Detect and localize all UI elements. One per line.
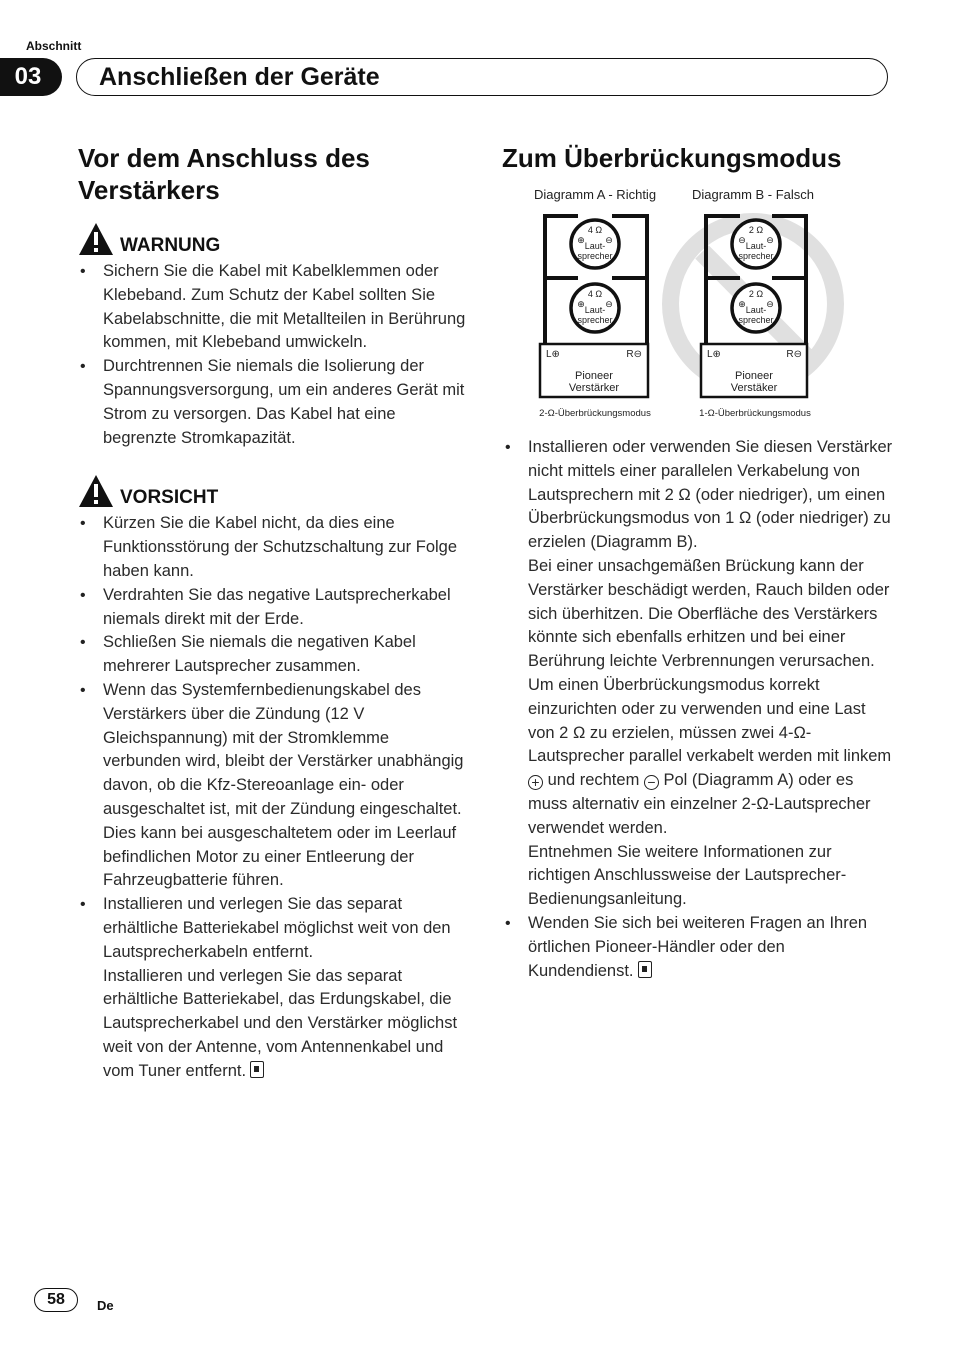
page-number: 58 xyxy=(34,1288,78,1312)
right-heading: Zum Überbrückungsmodus xyxy=(502,143,842,173)
list-item: • Verdrahten Sie das negative Lautsprecherkabel niemals direkt mit der Erde. xyxy=(78,584,468,632)
speaker-label: sprecher xyxy=(577,251,613,261)
language-code: De xyxy=(97,1298,114,1313)
paragraph: Entnehmen Sie weitere Informationen zur richtigen Anschlussweise der Lautsprecher-Bedienungsanleitung. xyxy=(528,842,847,909)
paragraph xyxy=(528,674,893,841)
amp-label: Verstärker xyxy=(568,382,620,394)
speaker-ohm: 4 Ω xyxy=(587,225,603,235)
amp-label: Pioneer xyxy=(575,370,613,382)
warning-header xyxy=(78,222,468,256)
right-text xyxy=(503,436,893,983)
list-item: • Durchtrennen Sie niemals die Isolierung der Spannungsversorgung, um ein anderes Gerät mit Strom zu versorgen. Das Kabel hat eine begrenzte Stromkapazität. xyxy=(78,355,468,450)
minus-terminal: ⊖ xyxy=(605,235,613,245)
list-item: • Schließen Sie niemals die negativen Kabel mehrerer Lautsprecher zusammen. xyxy=(78,631,468,679)
warning-title: WARNUNG xyxy=(120,235,221,256)
speaker-ohm: 2 Ω xyxy=(748,289,764,299)
text-run: Ω (oder niedriger), um einen Überbrückungsmodus von 1 xyxy=(528,485,886,528)
plus-terminal: ⊕ xyxy=(738,299,746,309)
text-run: Ω (oder niedriger) zu erzielen (Diagramm B). xyxy=(528,509,891,552)
text-run: und rechtem xyxy=(547,771,640,790)
bridging-list xyxy=(503,436,893,983)
diagram-a-title: Diagramm A - Richtig xyxy=(533,187,657,202)
section-title xyxy=(76,58,888,96)
text-run: Pol (Diagramm A) oder es muss alternativ ein einzelner 2-Ω-Lautsprecher verwendet werden. xyxy=(528,771,871,837)
minus-circle-icon: − xyxy=(644,775,659,790)
speaker-label: sprecher xyxy=(577,315,613,325)
speaker-label: sprecher xyxy=(738,251,774,261)
end-mark-icon xyxy=(638,961,652,978)
caution-header xyxy=(78,474,468,508)
plus-terminal: ⊕ xyxy=(577,235,585,245)
bridging-diagram xyxy=(530,182,860,424)
paragraph xyxy=(528,436,893,555)
speaker-label: Laut- xyxy=(584,305,606,315)
amp-left-terminal: L⊕ xyxy=(546,349,560,360)
paragraph: • Installieren und verlegen Sie das separat erhältliche Batteriekabel möglichst weit von den Lautsprecherkabeln entfernt. xyxy=(103,895,451,961)
warning-icon xyxy=(78,222,114,256)
amp-left-terminal: L⊕ xyxy=(707,349,721,360)
text-run: Ω zu erzielen, müssen zwei 4-Ω-Lautsprecher parallel verkabelt werden mit linkem xyxy=(528,723,892,766)
list-item xyxy=(503,912,893,983)
diagram-b-caption: 1-Ω-Überbrückungsmodus xyxy=(699,408,811,419)
plus-circle-icon: + xyxy=(528,775,543,790)
amp-right-terminal: R⊖ xyxy=(626,349,642,360)
caution-title: VORSICHT xyxy=(120,487,219,509)
paragraph: Bei einer unsachgemäßen Brückung kann der Verstärker beschädigt werden, Rauch bilden oder sich überhitzen. Die Oberfläche des Verstärkers könnte sich ebenfalls erhitzen und bei einer Berührung leichte Verbrennungen verursachen. xyxy=(528,556,890,671)
minus-terminal: ⊖ xyxy=(766,299,774,309)
text-run: Installieren oder verwenden Sie diesen Verstärker nicht mittels einer parallelen Verkabelung von Lautsprechern mit 2 xyxy=(528,438,893,504)
paragraph: Wenden Sie sich bei weiteren Fragen an Ihren örtlichen Pioneer-Händler oder den Kundendienst. xyxy=(528,913,868,980)
section-title-text: Anschließen der Geräte xyxy=(99,62,380,91)
diagram-a-labels xyxy=(539,225,651,419)
list-item xyxy=(503,436,893,912)
amp-label: Verstäker xyxy=(730,382,778,394)
minus-terminal: ⊖ xyxy=(766,235,774,245)
list-item: • Wenn das Systemfernbedienungskabel des Verstärkers über die Zündung (12 V Gleichspannung) mit der Stromklemme verbunden wird, bleibt der Verstärker unabhängig davon, ob die Kfz-Stereoanlage ein- oder ausgeschaltet ist, mit der Zündung eingeschaltet. Dies kann bei ausgeschaltetem oder im Leerlauf befindlichen Motor zu einer Entleerung der Fahrzeugbatterie führen. xyxy=(78,679,468,893)
text-run: Um einen Überbrückungsmodus korrekt einzurichten oder zu verwenden und eine Last von 2 xyxy=(528,675,866,742)
end-mark-icon xyxy=(250,1061,264,1078)
plus-terminal: ⊕ xyxy=(577,299,585,309)
speaker-label: sprecher xyxy=(738,315,774,325)
speaker-ohm: 4 Ω xyxy=(587,289,603,299)
caution-list xyxy=(78,512,468,1083)
speaker-ohm: 2 Ω xyxy=(748,225,764,235)
amp-label: Pioneer xyxy=(735,370,773,382)
paragraph: Installieren und verlegen Sie das separat erhältliche Batteriekabel, das Erdungskabel, die Lautsprecherkabel und den Verstärker möglichst weit von der Antenne, vom Antennenkabel und vom Tuner entfernt. xyxy=(103,966,458,1080)
left-column xyxy=(78,142,468,1084)
right-column xyxy=(502,142,892,174)
left-heading: Vor dem Anschluss des Verstärkers xyxy=(78,143,370,205)
caution-icon xyxy=(78,474,114,508)
amp-right-terminal: R⊖ xyxy=(786,349,802,360)
speaker-label: Laut- xyxy=(745,241,767,251)
section-label: Abschnitt xyxy=(26,39,82,53)
minus-terminal: ⊖ xyxy=(605,299,613,309)
speaker-label: Laut- xyxy=(745,305,767,315)
warning-list xyxy=(78,260,468,450)
list-item: • Sichern Sie die Kabel mit Kabelklemmen oder Klebeband. Zum Schutz der Kabel sollten Sie Kabelabschnitte, die mit Metallteilen in Berührung kommen, mit Klebeband umwickeln. xyxy=(78,260,468,355)
diagram-b-title: Diagramm B - Falsch xyxy=(691,187,815,202)
diagram-a-caption: 2-Ω-Überbrückungsmodus xyxy=(539,408,651,419)
list-item xyxy=(78,893,468,1083)
list-item: • Kürzen Sie die Kabel nicht, da dies eine Funktionsstörung der Schutzschaltung zur Folge haben kann. xyxy=(78,512,468,583)
section-number: 03 xyxy=(0,58,62,96)
speaker-label: Laut- xyxy=(584,241,606,251)
minus-terminal: ⊖ xyxy=(738,235,746,245)
